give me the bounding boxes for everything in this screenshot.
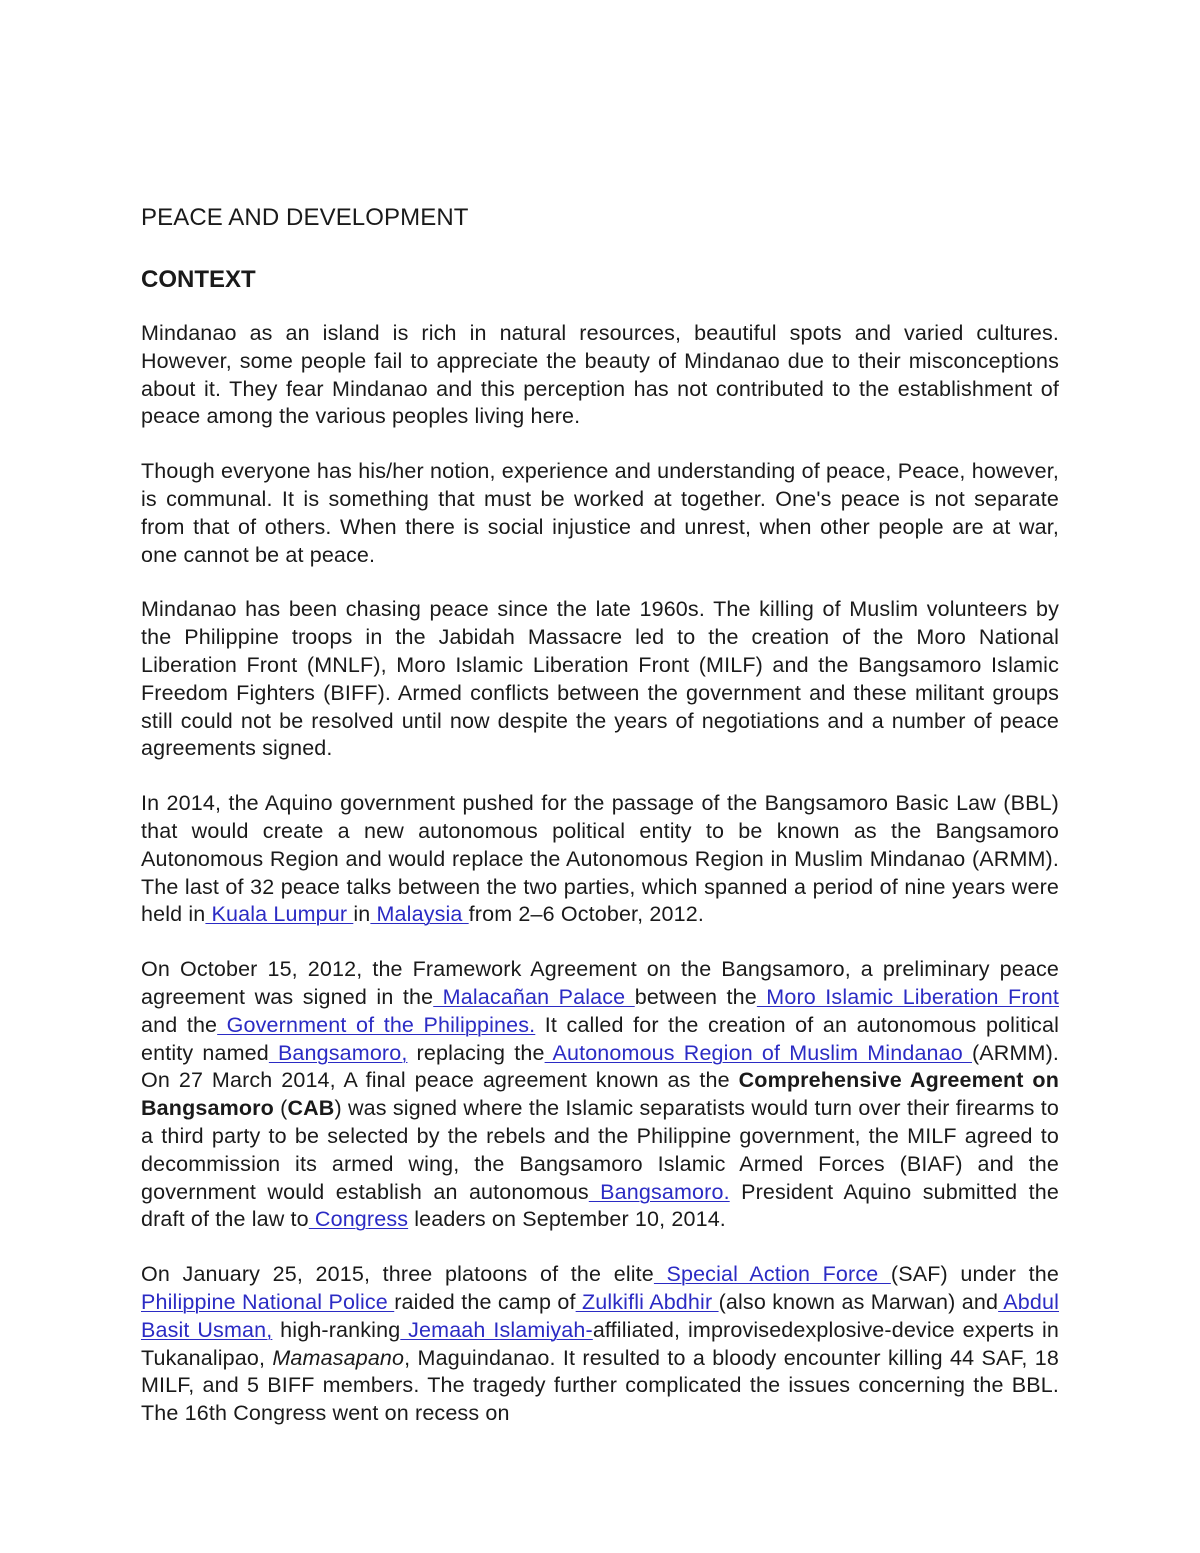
text-run: On October 15, 2012, the Framework Agreement on the Bangsamoro, a preliminary peace agreement was signed in the — [141, 957, 1059, 1009]
bold-term-cab: CAB — [287, 1096, 335, 1121]
text-run: raided the camp of — [394, 1289, 576, 1314]
text-run: between the — [634, 984, 757, 1009]
text-run: ) was signed where the Islamic separatists would turn over their firearms to a third party to be selected by the rebels and the Philippine government, the MILF agreed to decommission its armed wing, the Bangsamoro Islamic Armed Forces (BIAF) and the government would establish an autonomous — [141, 1096, 1059, 1204]
section-heading: CONTEXT — [141, 266, 256, 293]
text-run: from 2–6 October, 2012. — [468, 902, 704, 927]
italic-term-mamasapano: Mamasapano — [272, 1345, 405, 1370]
text-run: In 2014, the Aquino government pushed for the passage of the Bangsamoro Basic Law (BBL) that would create a new autonomous political entity to be known as the Bangsamoro Autonomous Region and would replace the Autonomous Region in Muslim Mindanao (ARMM). The last of 32 peace talks between the two parties, which spanned a period of nine years were held in — [141, 791, 1059, 927]
text-run: , Maguindanao. It resulted to a bloody encounter killing 44 SAF, 18 MILF, and 5 BIFF members. The tragedy further complicated the issues concerning the BBL. The 16th Congress went on recess on — [141, 1345, 1059, 1426]
link-malaysia[interactable]: Malaysia — [370, 902, 469, 927]
link-zulkifli-abdhir[interactable]: Zulkifli Abdhir — [575, 1289, 719, 1314]
link-congress[interactable]: Congress — [308, 1207, 409, 1232]
text-run: in — [353, 902, 371, 927]
paragraph-1: Mindanao as an island is rich in natural resources, beautiful spots and varied cultures. However, some people fail to appreciate the beauty of Mindanao due to their misconceptions about it. They fear Mindanao and this perception has not contributed to the establishment of peace among the various peoples living here. — [141, 321, 1059, 429]
paragraph-6 — [141, 1261, 1059, 1428]
document-title: PEACE AND DEVELOPMENT — [141, 204, 469, 231]
link-kuala-lumpur[interactable]: Kuala Lumpur — [205, 902, 354, 927]
text-run: leaders on September 10, 2014. — [408, 1207, 726, 1232]
text-run: (SAF) under the — [890, 1262, 1059, 1287]
link-government-of-the-philippines[interactable]: Government of the Philippines. — [217, 1012, 536, 1037]
link-jemaah-islamiyah[interactable]: Jemaah Islamiyah- — [400, 1317, 593, 1342]
link-philippine-national-police[interactable]: Philippine National Police — [141, 1289, 395, 1314]
link-bangsamoro[interactable]: Bangsamoro, — [268, 1040, 408, 1065]
text-run: high-ranking — [272, 1317, 401, 1342]
bold-term-cab-full: Comprehensive Agreement on Bangsamoro — [141, 1068, 1059, 1121]
text-run: It called for the creation of an autonomous political entity named — [141, 1012, 1059, 1065]
link-moro-islamic-liberation-front[interactable]: Moro Islamic Liberation Front — [756, 984, 1059, 1009]
text-run: ( — [273, 1096, 288, 1121]
paragraph-5 — [141, 956, 1059, 1234]
text-run: affiliated, improvisedexplosive-device experts in Tukanalipao, — [141, 1317, 1059, 1370]
text-run: President Aquino submitted the draft of the law to — [141, 1179, 1059, 1232]
link-abdul-basit-usman[interactable]: Abdul Basit Usman, — [141, 1289, 1059, 1342]
paragraph-4 — [141, 790, 1059, 929]
link-malacanan-palace[interactable]: Malacañan Palace — [433, 984, 635, 1009]
text-run: On January 25, 2015, three platoons of the elite — [141, 1262, 654, 1287]
link-special-action-force[interactable]: Special Action Force — [653, 1262, 891, 1287]
paragraph-2: Though everyone has his/her notion, experience and understanding of peace, Peace, however, is communal. It is something that must be worked at together. One's peace is not separate from that of others. When there is social injustice and unrest, when other people are at war, one cannot be at peace. — [141, 459, 1059, 567]
text-run: and the — [141, 1012, 218, 1037]
text-run: (also known as Marwan) and — [718, 1289, 999, 1314]
document-page — [141, 200, 1059, 1428]
text-run: replacing the — [407, 1040, 545, 1065]
paragraph-3: Mindanao has been chasing peace since the late 1960s. The killing of Muslim volunteers by the Philippine troops in the Jabidah Massacre led to the creation of the Moro National Liberation Front (MNLF), Moro Islamic Liberation Front (MILF) and the Bangsamoro Islamic Freedom Fighters (BIFF). Armed conflicts between the government and these militant groups still could not be resolved until now despite the years of negotiations and a number of peace agreements signed. — [141, 597, 1059, 761]
link-armm[interactable]: Autonomous Region of Muslim Mindanao — [544, 1040, 972, 1065]
text-run: (ARMM). On 27 March 2014, A final peace agreement known as the — [141, 1040, 1059, 1093]
link-bangsamoro-2[interactable]: Bangsamoro. — [588, 1179, 730, 1204]
